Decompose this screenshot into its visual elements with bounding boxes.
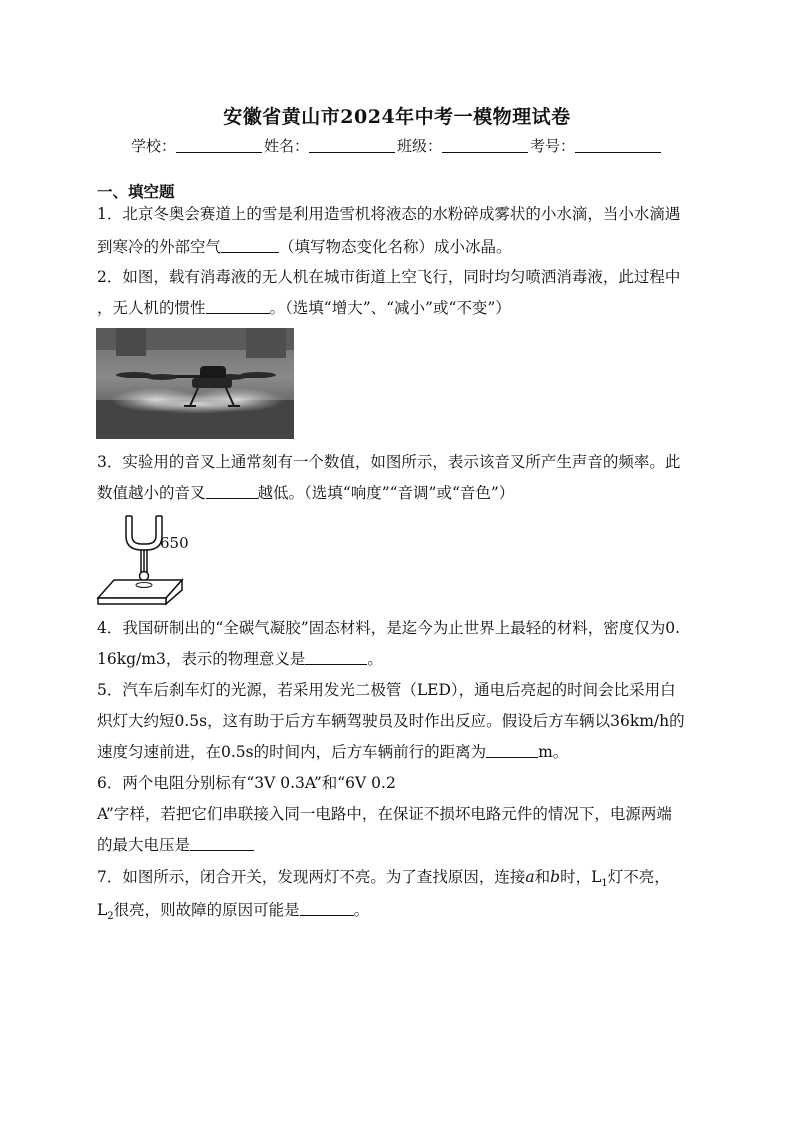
q4-line1: 4．我国研制出的“全碳气凝胶”固态材料，是迄今为止世界上最轻的材料，密度仅为0.: [97, 619, 681, 637]
tuning-fork-figure: [96, 510, 196, 606]
q3-line1: 3．实验用的音叉上通常刻有一个数值，如图所示，表示该音叉所产生声音的频率。此: [97, 453, 681, 471]
q1-answer-blank[interactable]: [221, 238, 279, 253]
q3-line2: 数值越小的音叉 越低。（选填“响度”“音调”或“音色”）: [97, 484, 515, 502]
q5-line2: 炽灯大约短0.5s，这有助于后方车辆驾驶员及时作出反应。假设后方车辆以36km/h的: [97, 712, 685, 730]
q2-line1: 2．如图，载有消毒液的无人机在城市街道上空飞行，同时均匀喷洒消毒液，此过程中: [97, 268, 681, 286]
q5-line1: 5．汽车后刹车灯的光源，若采用发光二极管（LED），通电后亮起的时间会比采用白: [97, 681, 676, 699]
q4-line2: 16kg/m3，表示的物理意义是 。: [97, 650, 383, 668]
student-info-row: [0, 135, 794, 156]
q2-answer-blank[interactable]: [206, 299, 270, 314]
q7-answer-blank[interactable]: [300, 901, 354, 916]
drone-spraying-image: [96, 328, 294, 439]
class-blank[interactable]: [442, 138, 528, 153]
q1-line1: 1．北京冬奥会赛道上的雪是利用造雪机将液态的水粉碎成雾状的小水滴，当小水滴遇: [97, 205, 681, 223]
q7-line1: 7．如图所示，闭合开关，发现两灯不亮。为了查找原因，连接a和b时，$L_1$灯不亮，: [97, 868, 670, 890]
q6-answer-blank[interactable]: [190, 836, 254, 851]
q5-answer-blank[interactable]: [486, 743, 538, 758]
q6-line3: 的最大电压是: [97, 834, 254, 856]
tuning-fork-diagram: [96, 510, 196, 606]
class-label: 班级：: [397, 137, 443, 155]
number-label: 考号：: [530, 137, 576, 155]
q3-answer-blank[interactable]: [206, 484, 258, 499]
q4-answer-blank[interactable]: [305, 650, 367, 665]
school-blank[interactable]: [176, 138, 262, 153]
q2-line2: ，无人机的惯性 。（选填“增大”、“减小”或“不变”）: [97, 299, 511, 317]
q6-line1: 6．两个电阻分别标有“3V 0.3A”和“6V 0.2: [97, 774, 396, 792]
q5-line3: 速度匀速前进，在0.5s的时间内，后方车辆前行的距离为 m。: [97, 743, 569, 761]
page-title: 安徽省黄山市2024年中考一模物理试卷: [223, 106, 571, 128]
section-heading-fill-in: 一、填空题: [97, 182, 175, 201]
school-label: 学校：: [130, 137, 176, 155]
drone-photo: [96, 328, 294, 439]
number-blank[interactable]: [575, 138, 661, 153]
name-label: 姓名：: [263, 137, 309, 155]
name-blank[interactable]: [309, 138, 395, 153]
q1-line2: 到寒冷的外部空气 （填写物态变化名称）成小冰晶。: [97, 238, 512, 256]
q7-line2: $L_2$很亮，则故障的原因可能是 。: [97, 901, 370, 923]
fork-frequency-label: 650: [160, 534, 189, 552]
q6-line2: A”字样，若把它们串联接入同一电路中，在保证不损坏电路元件的情况下，电源两端: [97, 805, 672, 823]
